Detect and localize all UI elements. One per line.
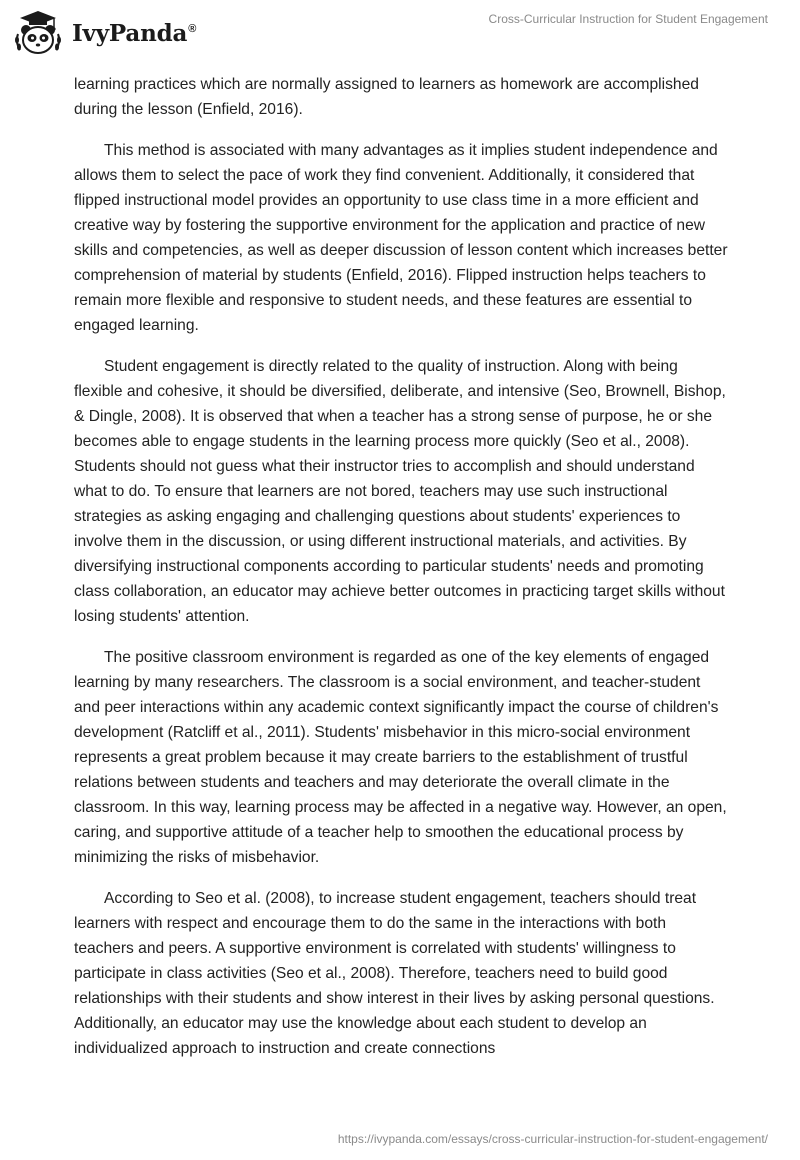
panda-graduate-icon bbox=[12, 8, 68, 58]
paragraph: This method is associated with many advantages as it implies student independence and allows them to select the pace of work they find convenient. Additionally, it considered that flipped instructional model provides an opportunity to use class time in a more efficient and creative way by fostering the supportive environment for the application and practice of new skills and competencies, as well as deeper discussion of lesson content which increases better comprehension of material by students (Enfield, 2016). Flipped instruction helps teachers to remain more flexible and responsive to student needs, and these features are essential to engaged learning. bbox=[74, 142, 728, 334]
page-header bbox=[0, 0, 800, 70]
registered-mark: ® bbox=[188, 22, 197, 35]
ivypanda-logo[interactable] bbox=[12, 8, 196, 58]
paragraph-continued: learning practices which are normally assigned to learners as homework are accomplished during the lesson (Enfield, 2016). bbox=[74, 76, 699, 118]
brand-name: IvyPanda® bbox=[72, 19, 197, 47]
paragraph: Student engagement is directly related to the quality of instruction. Along with being flexible and cohesive, it should be diversified, deliberate, and intensive (Seo, Brownell, Bishop, & Dingle, 2008). It is observed that when a teacher has a strong sense of purpose, he or she becomes able to engage students in the learning process more quickly (Seo et al., 2008). Students should not guess what their instructor tries to accomplish and should understand what to do. To ensure that learners are not bored, teachers may use such instructional strategies as asking engaging and challenging questions about students' experiences to involve them in the discussion, or using different instructional materials, and activities. By diversifying instructional components according to particular students' needs and promoting class collaboration, an educator may achieve better outcomes in practicing target skills without losing students' attention. bbox=[74, 358, 726, 625]
paragraph: The positive classroom environment is regarded as one of the key elements of engaged learning by many researchers. The classroom is a social environment, and teacher-student and peer interactions within any academic context significantly impact the course of children's development (Ratcliff et al., 2011). Students' misbehavior in this micro-social environment represents a great problem because it may create barriers to the establishment of trustful relations between students and teachers and may deteriorate the overall climate in the classroom. In this way, learning process may be affected in a negative way. However, an open, caring, and supportive attitude of a teacher help to smoothen the educational process by minimizing the risks of misbehavior. bbox=[74, 649, 727, 866]
paragraph: According to Seo et al. (2008), to increase student engagement, teachers should treat learners with respect and encourage them to do the same in the interactions with both teachers and peers. A supportive environment is correlated with students' willingness to participate in class activities (Seo et al., 2008). Therefore, teachers need to build good relationships with their students and show interest in their lives by asking personal questions. Additionally, an educator may use the knowledge about each student to develop an individualized approach to instruction and create connections bbox=[74, 890, 715, 1057]
essay-body bbox=[74, 72, 729, 1077]
source-url[interactable]: https://ivypanda.com/essays/cross-curricular-instruction-for-student-engagement/ bbox=[337, 1132, 768, 1146]
document-title: Cross-Curricular Instruction for Student Engagement bbox=[488, 12, 768, 26]
